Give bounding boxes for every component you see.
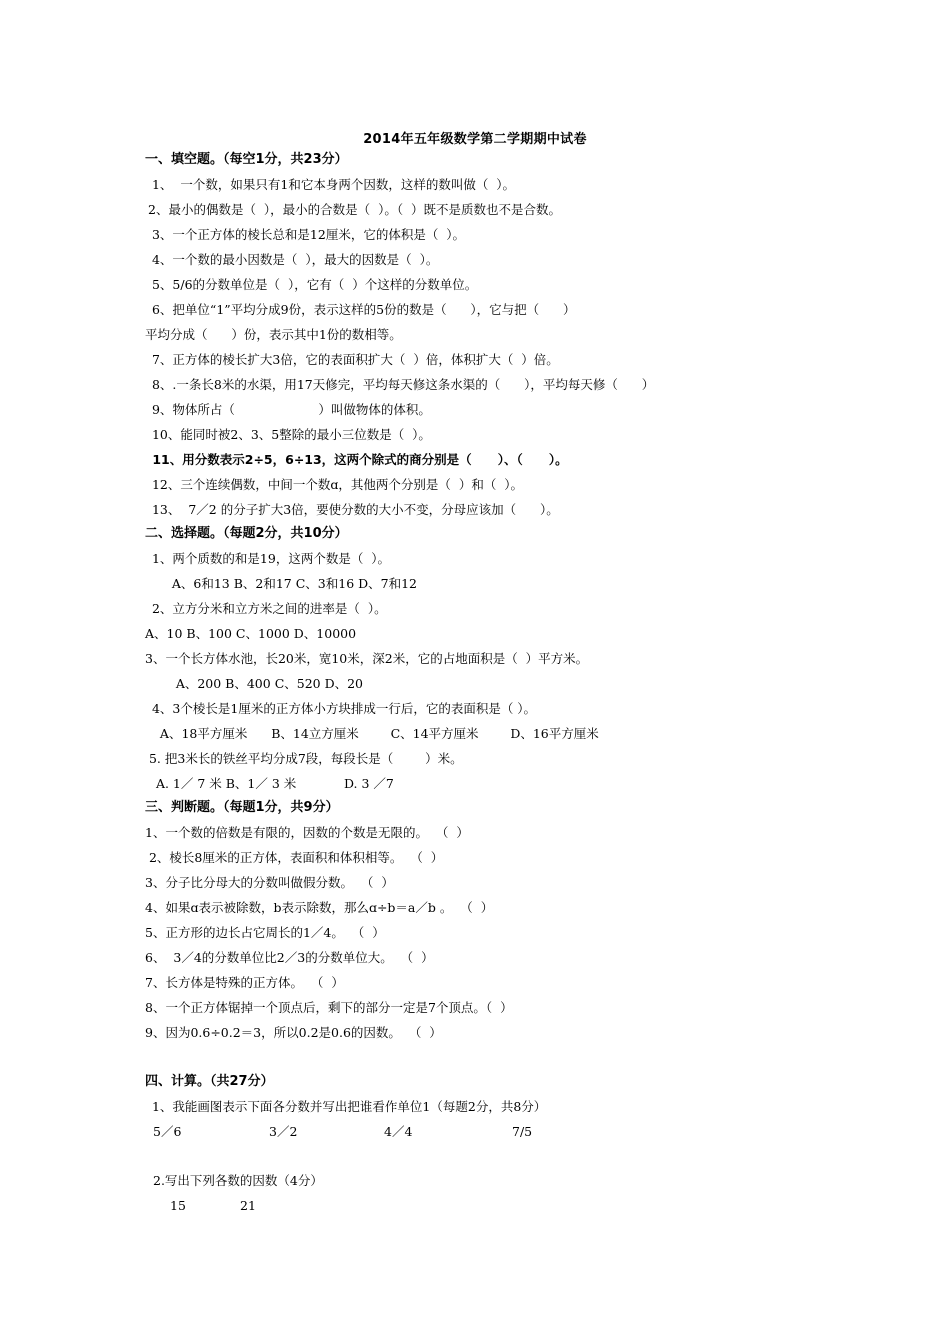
choice-question-3-options: A、200 B、400 C、520 D、20 [148, 676, 364, 691]
section-choice-heading: 二、选择题。（每题2分，共10分） [145, 526, 348, 541]
fill-question-7: 7、正方体的棱长扩大3倍，它的表面积扩大（ ）倍，体积扩大（ ）倍。 [148, 352, 559, 367]
choice-question-1: 1、两个质数的和是19，这两个数是（ ）。 [148, 551, 391, 566]
choice-question-4: 4、3个棱长是1厘米的正方体小方块排成一行后，它的表面积是（ ）。 [148, 701, 537, 716]
judge-question-5: 5、正方形的边长占它周长的1／4。 （ ） [145, 925, 385, 940]
judge-question-9: 9、因为0.6÷0.2＝3，所以0.2是0.6的因数。 （ ） [145, 1025, 442, 1040]
choice-question-5-options: A. 1／ 7 米 B、1／ 3 米 D. 3 ／7 [148, 776, 394, 791]
judge-question-6: 6、 3／4的分数单位比2／3的分数单位大。 （ ） [145, 950, 434, 965]
judge-question-8: 8、一个正方体锯掉一个顶点后，剩下的部分一定是7个顶点。（ ） [145, 1000, 513, 1015]
exam-title: 2014年五年级数学第二学期期中试卷 [363, 132, 587, 147]
fill-question-4: 4、一个数的最小因数是（ ），最大的因数是（ ）。 [148, 252, 439, 267]
choice-question-2-options: A、10 B、100 C、1000 D、10000 [145, 626, 357, 641]
calc-fraction-2: 3／2 [269, 1124, 298, 1139]
fill-question-5: 5、5/6的分数单位是（ ），它有（ ）个这样的分数单位。 [148, 277, 478, 292]
calc-number-1: 15 [170, 1198, 186, 1213]
fill-question-9: 9、物体所占（ ）叫做物体的体积。 [148, 402, 431, 417]
judge-question-1: 1、一个数的倍数是有限的，因数的个数是无限的。 （ ） [145, 825, 469, 840]
fill-question-6b: 平均分成（ ）份，表示其中1份的数相等。 [145, 327, 402, 342]
section-fill-heading: 一、填空题。（每空1分，共23分） [145, 152, 348, 167]
calc-number-2: 21 [240, 1198, 256, 1213]
calc-fraction-3: 4／4 [384, 1124, 413, 1139]
choice-question-2: 2、立方分米和立方米之间的进率是（ ）。 [148, 601, 387, 616]
calc-fraction-4: 7/5 [512, 1124, 533, 1139]
fill-question-8: 8、.一条长8米的水渠，用17天修完，平均每天修这条水渠的（ ），平均每天修（ ） [148, 377, 655, 392]
choice-question-3: 3、一个长方体水池，长20米，宽10米，深2米，它的占地面积是（ ）平方米。 [145, 651, 589, 666]
fill-question-11: 11、用分数表示2÷5，6÷13，这两个除式的商分别是（ ）、（ ）。 [148, 452, 568, 467]
fill-question-6a: 6、把单位“1”平均分成9份，表示这样的5份的数是（ ），它与把（ ） [148, 302, 576, 317]
calc-question-1: 1、我能画图表示下面各分数并写出把谁看作单位1（每题2分，共8分） [148, 1099, 547, 1114]
calc-question-2: 2.写出下列各数的因数（4分） [153, 1173, 323, 1188]
fill-question-12: 12、三个连续偶数，中间一个数ɑ，其他两个分别是（ ）和（ ）。 [148, 477, 524, 492]
choice-question-4-options: A、18平方厘米 B、14立方厘米 C、14平方厘米 D、16平方厘米 [148, 726, 599, 741]
calc-fraction-1: 5／6 [153, 1124, 182, 1139]
judge-question-2: 2、棱长8厘米的正方体，表面积和体积相等。 （ ） [145, 850, 444, 865]
section-judge-heading: 三、判断题。（每题1分，共9分） [145, 800, 339, 815]
fill-question-1: 1、 一个数，如果只有1和它本身两个因数，这样的数叫做（ ）。 [148, 177, 516, 192]
choice-question-1-options: A、6和13 B、2和17 C、3和16 D、7和12 [148, 576, 417, 591]
fill-question-3: 3、一个正方体的棱长总和是12厘米，它的体积是（ ）。 [148, 227, 466, 242]
judge-question-7: 7、长方体是特殊的正方体。 （ ） [145, 975, 344, 990]
fill-question-10: 10、能同时被2、3、5整除的最小三位数是（ ）。 [148, 427, 431, 442]
fill-question-2: 2、最小的偶数是（ ），最小的合数是（ ）。（ ）既不是质数也不是合数。 [148, 202, 562, 217]
fill-question-13: 13、 7／2 的分子扩大3倍，要使分数的大小不变，分母应该加（ ）。 [148, 502, 559, 517]
judge-question-4: 4、如果ɑ表示被除数，b表示除数，那么ɑ÷b＝a／b 。 （ ） [145, 900, 494, 915]
judge-question-3: 3、分子比分母大的分数叫做假分数。 （ ） [145, 875, 394, 890]
section-calc-heading: 四、计算。（共27分） [145, 1074, 274, 1089]
choice-question-5: 5. 把3米长的铁丝平均分成7段，每段长是（ ）米。 [145, 751, 463, 766]
